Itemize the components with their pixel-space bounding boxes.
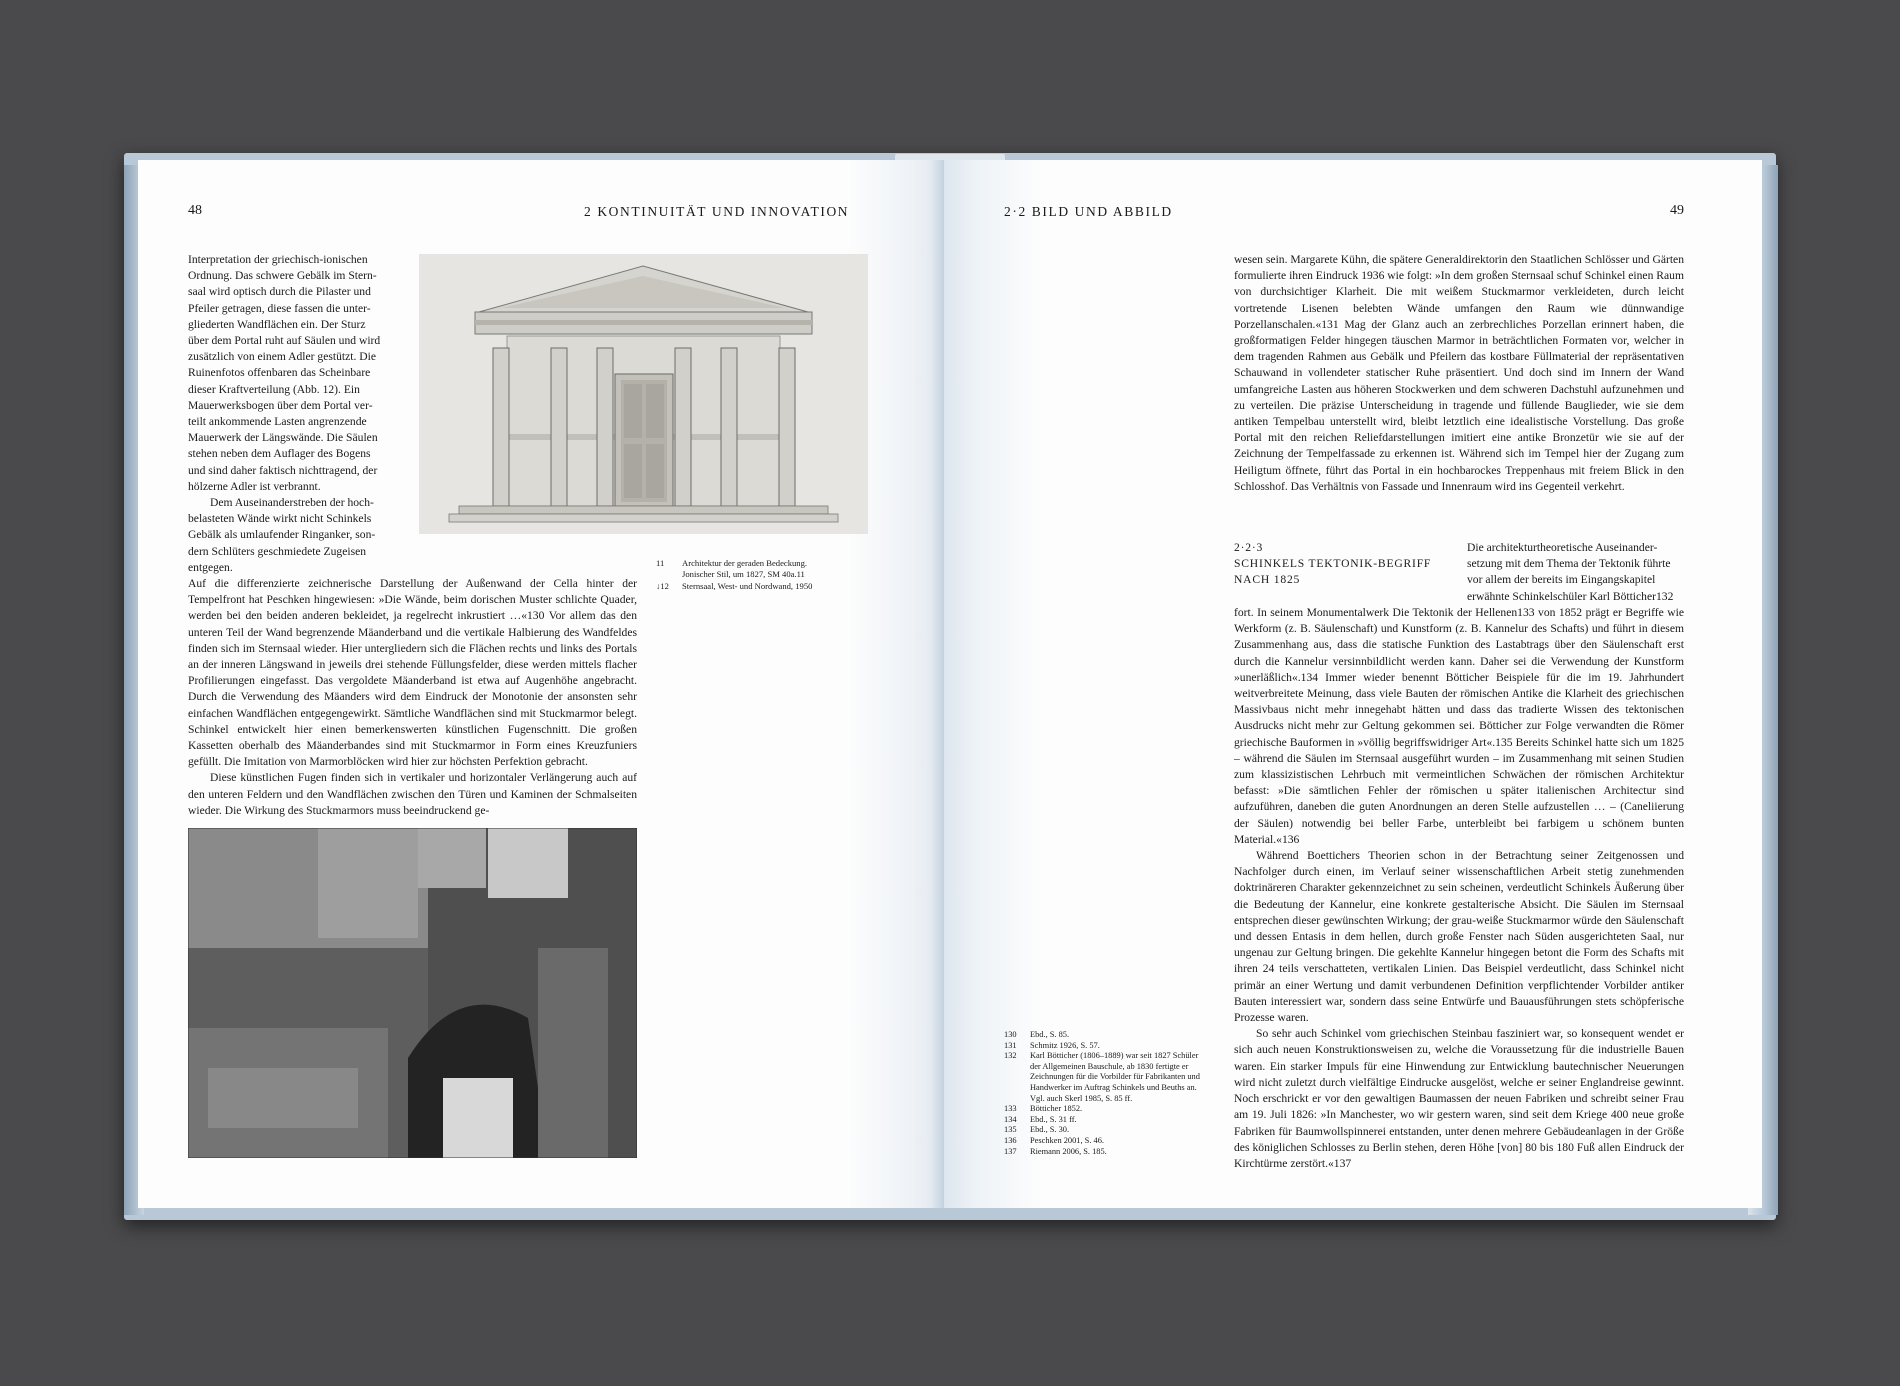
footnote-line: Vgl. auch Skerl 1985, S. 85 ff. <box>1030 1093 1133 1103</box>
caption-entry <box>656 581 876 592</box>
footnote-number: 137 <box>1004 1146 1017 1156</box>
left-column-line: hölzerne Adler ist verbrannt. <box>188 479 321 493</box>
left-full-text <box>188 576 637 819</box>
caption-line: Architektur der geraden Bedeckung. <box>682 558 808 568</box>
temple-drawing-figure <box>419 254 868 534</box>
footnote <box>1004 1147 1226 1158</box>
left-column-line: Ordnung. Das schwere Gebälk im Stern- <box>188 269 377 283</box>
left-column-line: dieser Kraftverteilung (Abb. 12). Ein <box>188 382 360 396</box>
ruin-photo-figure <box>188 828 637 1158</box>
figure-caption <box>656 558 876 592</box>
left-column-line: saal wird optisch durch die Pilaster und <box>188 285 371 299</box>
footnote <box>1004 1041 1226 1052</box>
footnote-number: 132 <box>1004 1051 1017 1061</box>
left-column-line: teilt ankommende Lasten angrenzende <box>188 415 367 429</box>
caption-number: ↓12 <box>656 580 669 591</box>
left-column-line: entgegen. <box>188 560 233 574</box>
right-body-text <box>1234 605 1684 1172</box>
caption-number: 11 <box>656 558 665 568</box>
right-running-head: 2·2 BILD UND ABBILD <box>1004 204 1173 219</box>
caption-line: Sternsaal, West- und Nordwand, 1950 <box>682 580 813 591</box>
section-heading <box>1234 540 1434 589</box>
temple-drawing <box>419 254 868 534</box>
caption-text <box>682 558 807 581</box>
section-intro-line: erwähnte Schinkelschüler Karl Bötticher132 <box>1467 589 1674 603</box>
left-column-line: Mauerwerk der Längswände. Die Säulen <box>188 431 378 445</box>
ruin-photo <box>188 828 637 1158</box>
caption-line: Jonischer Stil, um 1827, SM 40a.11 <box>682 569 805 580</box>
section-title: SCHINKELS TEKTONIK-BEGRIFF <box>1234 557 1432 571</box>
right-paragraph: So sehr auch Schinkel vom griechischen Steinbau fasziniert war, so konsequent wendet er sich auch neuen Konstruktionsweisen zu, welche die Voraussetzung für die industrielle Bauen waren. Ein starker Impuls für eine Hinwendung zur Entwicklung bautechnischer Neuerungen wird nicht zuletzt durch vielfältige Eindrucke ausgelöst, welche er seiner Englandreise gewinnt. Noch erschrickt er vor den gewaltigen Baumassen der neuen Fabriken und schreibt seiner Frau am 19. Juli 1826: »In Manchester, wo wir gestern waren, sind seit dem Kriege 400 neue große Fabriken für Baumwollspinnerei entstanden, unter denen mehrere Gebäudeanlagen in der Größe des königlichen Schlosses zu Berlin stehen, deren Höhe [von] 80 bis 180 Fuß allen Eindruck der Kirchtürme zerstört.«137 <box>1234 1027 1684 1170</box>
footnote-text: Peschken 2001, S. 46. <box>1030 1135 1104 1145</box>
section-number: 2·2·3 <box>1234 541 1264 554</box>
footnote-line: Zeichnungen für die Vorbilder für Fabrikanten und <box>1030 1072 1200 1082</box>
footnote <box>1004 1125 1226 1136</box>
footnotes <box>1004 1030 1226 1157</box>
left-column-line: dern Schlüters geschmiedete Zugeisen <box>188 544 367 558</box>
footnote-line: Handwerker im Auftrag Schinkels und Beuths an. <box>1030 1082 1197 1092</box>
right-top-text <box>1234 252 1684 495</box>
left-page-number: 48 <box>188 203 202 218</box>
footnote-text: Bötticher 1852. <box>1030 1104 1083 1114</box>
footnote-text: Ebd., S. 85. <box>1030 1030 1070 1039</box>
footnote-number: 130 <box>1004 1030 1017 1039</box>
left-paragraph: Auf die differenzierte zeichnerische Darstellung der Außenwand der Cella hinter der Tempelfront hat Peschken hingewiesen: »Die Wände, beim dorischen Muster schlichte Quader, werden bei den beiden anderen bekleidet, ja regelrecht inkrustiert …«130 Vor allem das den unteren Teil der Wand begrenzende Mäanderband und die vertikale Halbierung des Wandfeldes finden sich im Sternsaal wieder. Hier untergliedern sich die Flächen rechts und links des Portals an der inneren Längswand in jeweils drei stehende Füllungsfelder, diese werden mittels flacher Profilierungen eingefasst. Das vergoldete Mäanderband ist etwa auf Augenhöhe angebracht. Durch die Verwendung des Mäanders wird dem Eindruck der Monotonie der ansonsten sehr einfachen Wandflächen entgegengewirkt. Sämtliche Wandflächen sind mit Stuckmarmor belegt. Schinkel entwickelt hier einen bemerkenswerten künstlichen Fugenschnitt. Die großen Kassetten oberhalb des Mäanderbandes sind mit Stuckmarmor in Form eines Kreuzfuniers gefüllt. Die Imitation von Marmorblöcken wird hier zur höchsten Perfektion gebracht. <box>188 577 637 769</box>
footnote-line: der Allgemeinen Bauschule, ab 1830 fertigte er <box>1030 1061 1189 1071</box>
section-intro-line: vor allem der bereits im Eingangskapitel <box>1467 573 1656 587</box>
footnote-text: Riemann 2006, S. 185. <box>1030 1146 1107 1156</box>
left-column-line: stehen neben dem Auflager des Bogens <box>188 447 371 461</box>
footnote-text <box>1030 1051 1200 1104</box>
left-paragraph: Diese künstlichen Fugen finden sich in vertikaler und horizontaler Verlängerung auch auf den unteren Feldern und den Wandflächen zwischen den Türen und Kaminen der Schmalseiten wieder. Die Wirkung des Stuckmarmors muss beeindruckend ge- <box>188 771 637 817</box>
left-column-line: Pfeiler getragen, diese fassen die unter- <box>188 301 371 315</box>
right-paragraph: Während Boettichers Theorien schon in der Betrachtung seiner Zeitgenossen und Nachfolger durch einen, im Verlauf seiner wissenschaftlichen Arbeit stetig zunehmenden doktrinäreren Charakter gekennzeichnet zu sein scheinen, verdeutlicht Schinkels Äußerung über die Bedeutung der Kannelur, eine konkrete gestalterische Absicht. Die Säulen im Sternsaal entsprechen dieser gewünschten Wirkung; der grau-weiße Stuckmarmor würde den Säulenschaft und dessen Entasis in dem hellen, durch große Fenster nach Süden ausgerichteten Saal, nur ungenau zur Geltung bringen. Die gekehlte Kannelur hingegen betont die Form des Schafts mit ihren 24 teils verschatteten, vertikalen Linien. Das Beispiel verdeutlicht, dass Schinkel nicht primär an einer Wertung und damit verbundenen Definition verpflichtender Vorbilder antiker Bauten interessiert war, sondern dass seine Entwürfe und Bauausführungen stets schöpferische Prozesse waren. <box>1234 849 1684 1025</box>
footnote <box>1004 1030 1226 1041</box>
left-column-line: zusätzlich von einem Adler gestützt. Die <box>188 350 377 364</box>
section-intro <box>1467 540 1684 605</box>
footnote-text: Schmitz 1926, S. 57. <box>1030 1040 1100 1050</box>
left-column-line: Mauerwerksbogen über dem Portal ver- <box>188 398 373 412</box>
left-column-line: Gebälk als umlaufender Ringanker, son- <box>188 528 376 542</box>
footnote-text: Ebd., S. 31 ff. <box>1030 1114 1077 1124</box>
left-column-line: gliederten Wandflächen ein. Der Sturz <box>188 317 366 331</box>
footnote-text: Ebd., S. 30. <box>1030 1125 1070 1135</box>
right-paragraph: wesen sein. Margarete Kühn, die spätere Generaldirektorin den Staatlichen Schlösser und Gärten formulierte ihren Eindruck 1936 wie folgt: »In dem großen Sternsaal schuf Schinkel einen Raum von durchsichtiger Klarheit. Die mit weißem Stuckmarmor verkleideten, durch leicht vortretende Lisenen belebten Wände umfangen den Raum wie dünnwandige Porzellanschalen.«131 Mag der Glanz auch an zerbrechliches Porzellan erinnert haben, die großformatigen Felder hingegen täuschen Marmor in beträchtlichen Formaten vor, welcher in dem tragenden Rahmen aus Gebälk und Pfeilern das kostbare Füllmaterial der repräsentativen Schauwand in vollendeter statischer Ruhe präsentiert. Und doch sind im Innern der Wand umfangreiche Lasten aus höheren Stockwerken und dem schweren Dachstuhl aufzunehmen und zu verteilen. Die präzise Unterscheidung in tragende und füllende Bauglieder, wie sie dem antiken Tempelbau unterstellt wird, bleibt letztlich eine idealistische Vorstellung. Das große Portal mit den reichen Reliefdarstellungen imitiert eine antike Bronzetür wie sie auf der Zeichnung der Tempelfassade zu erkennen ist. Während sich im Tempel hier der Zugang zum Heiligtum öffnete, führt das Portal in ein hochbarockes Treppenhaus mit freiem Blick in den Schlosshof. Das Verhältnis von Fassade und Innenraum wird ins Gegenteil verkehrt. <box>1234 253 1684 493</box>
right-paragraph: fort. In seinem Monumentalwerk Die Tektonik der Hellenen133 von 1852 prägt er Begriffe wie Werkform (z. B. Säulenschaft) und Kunstform (z. B. Kannelur des Schafts) und führt in diesem Zusammenhang aus, dass die statische Funktion des Lastabtrags über den Säulenschaft erst durch die Kannelur versinnbildlicht werden kann. Daher sei die Verwendung der Kunstform »unerläßlich«.134 Immer wieder benennt Bötticher Beispiele für die im 19. Jahrhundert weitverbreitete Meinung, dass viele Bauten der römischen Antike die Klarheit des griechischen Massivbaus nicht mehr innegehabt hätten und dass das tradierte Wissen des tektonischen Ausdrucks nicht mehr zur Geltung gekommen sei. Bötticher zur Folge verwandten die Römer griechische Bauformen in »völlig begriffswidriger Art«.135 Bereits Schinkel hatte sich um 1825 – während die Säulen im Sternsaal ausgeführt wurden – im Zusammenhang mit seinen Studien zum klassizistischen Lehrbuch mit vermeintlichen Schwächen der römischen Architektur befasst: »Die sämtlichen Fehler der römischen u später italienischen Architectur sind aufzuführen, daneben die guten Anordnungen an deren Stelle aufzustellen … – (Caneliierung der Säulen) notwendig bei beller Farbe, unterbleibt bei farbigem u schönem bunten Material.«136 <box>1234 606 1684 846</box>
footnote <box>1004 1104 1226 1115</box>
left-column-line: Ruinenfotos offenbaren das Scheinbare <box>188 366 371 380</box>
caption-entry <box>656 558 876 581</box>
left-column-line: über dem Portal ruht auf Säulen und wird <box>188 334 381 348</box>
left-column-line: Interpretation der griechisch-ionischen <box>188 253 368 266</box>
footnote-number: 134 <box>1004 1114 1017 1124</box>
right-page-number: 49 <box>1670 203 1684 218</box>
left-column-line: und sind daher faktisch nichttragend, der <box>188 463 378 477</box>
section-intro-line: Die architekturtheoretische Auseinander- <box>1467 541 1658 554</box>
footnote <box>1004 1136 1226 1147</box>
left-column-text <box>188 252 398 576</box>
left-running-head: 2 KONTINUITÄT UND INNOVATION <box>584 204 850 219</box>
section-title-line2: NACH 1825 <box>1234 573 1301 587</box>
footnote-number: 131 <box>1004 1040 1017 1050</box>
footnote <box>1004 1051 1226 1104</box>
left-column-line: Dem Auseinanderstreben der hoch- <box>210 496 374 510</box>
left-column-line: belasteten Wände wirkt nicht Schinkels <box>188 512 372 526</box>
footnote-number: 135 <box>1004 1125 1017 1135</box>
footnote <box>1004 1115 1226 1126</box>
footnote-line: Karl Bötticher (1806–1889) war seit 1827 Schüler <box>1030 1051 1199 1061</box>
footnote-number: 136 <box>1004 1135 1017 1145</box>
footnote-number: 133 <box>1004 1104 1017 1114</box>
section-intro-line: setzung mit dem Thema der Tektonik führte <box>1467 557 1671 571</box>
